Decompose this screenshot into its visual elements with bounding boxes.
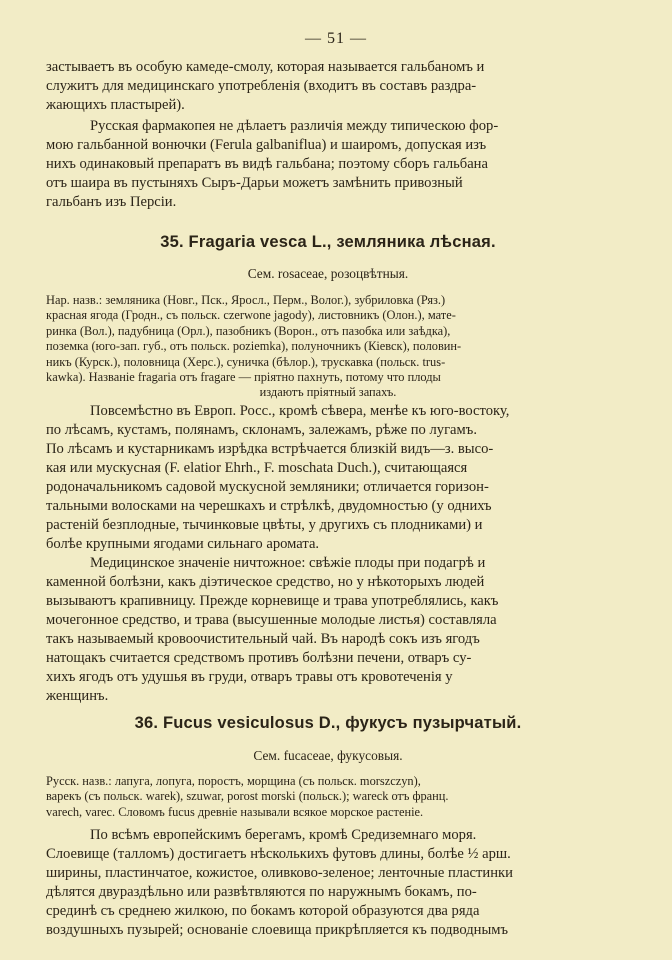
- text-line: издаютъ пріятный запахъ.: [259, 385, 397, 400]
- text-line: срединѣ съ среднею жилкою, по бокамъ которой образуются два ряда: [46, 903, 480, 919]
- text-line: служитъ для медицинскаго употребленія (входитъ въ составъ раздра-: [46, 78, 477, 94]
- text-line: kawka). Названіе fragaria отъ fragare — пріятно пахнуть, потому что плоды: [46, 369, 441, 384]
- text-line: отъ шаира въ пустыняхъ Сыръ-Дарьи можетъ замѣнить привозный: [46, 175, 463, 191]
- intro-paragraph: [46, 58, 610, 115]
- text-line: растеній безплодные, тычинковые цвѣты, у другихъ съ плодниками) и: [46, 517, 483, 533]
- text-line: хихъ ягодъ отъ удушья въ груди, отваръ травы отъ кровотеченія у: [46, 669, 453, 685]
- text-line: по лѣсамъ, кустамъ, полянамъ, склонамъ, залежамъ, рѣже по лугамъ.: [46, 422, 477, 438]
- text-line: натощакъ считается средствомъ противъ болѣзни печени, отваръ су-: [46, 650, 472, 666]
- text-line: Русская фармакопея не дѣлаетъ различія между типическою фор-: [90, 118, 499, 134]
- section-35-family: Сем. rosaceae, розоцвѣтныя.: [247, 266, 409, 281]
- text-line: красная ягода (Гродн., съ польск. czerwone jagody), листовникъ (Олон.), мате-: [46, 308, 456, 323]
- pharmacopoeia-paragraph: [46, 117, 610, 212]
- text-line: Слоевище (талломъ) достигаетъ нѣсколькихъ футовъ длины, болѣе ½ арш.: [46, 846, 511, 862]
- text-line: варекъ (съ польск. warek), szuwar, porost morski (польск.); wareck отъ франц.: [46, 789, 449, 804]
- section-36-heading: 36. Fucus vesiculosus D., фукусъ пузырчатый.: [134, 714, 522, 732]
- section-35-folk-names: [46, 293, 610, 401]
- text-line: По всѣмъ европейскимъ берегамъ, кромѣ Средиземнаго моря.: [90, 827, 477, 843]
- text-line: мочегонное средство, и трава (высушенные молодые листья) составляла: [46, 612, 497, 628]
- text-line: родоначальникомъ садовой мускусной земляники; отличается горизон-: [46, 479, 489, 495]
- text-line: такъ называемый кровоочистительный чай. Въ народѣ сокъ изъ ягодъ: [46, 631, 480, 647]
- section-35-distribution: [46, 402, 610, 554]
- text-line: По лѣсамъ и кустарникамъ изрѣдка встрѣчается близкій видъ—з. высо-: [46, 441, 494, 457]
- text-line: Медицинское значеніе ничтожное: свѣжіе плоды при подагрѣ и: [90, 555, 486, 571]
- text-line: поземка (юго-зап. губ., отъ польск. poziemka), полуночникъ (Кіевск), половин-: [46, 339, 462, 354]
- section-36-family: Сем. fucaceae, фукусовыя.: [253, 748, 403, 763]
- text-line: тальными волосками на черешкахъ и стрѣлкѣ, двудомностью (у однихъ: [46, 498, 492, 514]
- section-35-medical-use: [46, 554, 610, 706]
- section-36-folk-names: [46, 774, 610, 820]
- page-number: — 51 —: [305, 30, 367, 47]
- text-line: воздушныхъ пузырей; основаніе слоевища прикрѣпляется къ подводнымъ: [46, 922, 509, 938]
- text-line: дѣлятся двураздѣльно или развѣтвляются по наружнымъ бокамъ, по-: [46, 884, 477, 900]
- text-line: мою гальбанной вонючки (Ferula galbaniflua) и шаиромъ, допуская изъ: [46, 137, 487, 153]
- text-line: болѣе крупными ягодами сильнаго аромата.: [46, 536, 320, 552]
- text-line: ширины, пластинчатое, кожистое, оливково-зеленое; ленточные пластинки: [46, 865, 513, 881]
- text-line: Русск. назв.: лапуга, лопуга, поростъ, морщина (съ польск. morszczyn),: [46, 774, 421, 788]
- text-line: кая или мускусная (F. elatior Ehrh., F. moschata Duch.), считающаяся: [46, 460, 468, 476]
- text-line: varech, vareс. Словомъ fucus древніе называли всякое морское растеніе.: [46, 804, 424, 819]
- text-line: никъ (Курск.), половница (Херс.), суничка (бѣлор.), трускавка (польск. trus-: [46, 354, 446, 369]
- text-line: жающихъ пластырей).: [46, 97, 185, 113]
- text-line: каменной болѣзни, какъ діэтическое средство, но у нѣкоторыхъ людей: [46, 574, 485, 590]
- text-line: Нар. назв.: земляника (Новг., Пск., Яросл., Перм., Волог.), зубриловка (Ряз.): [46, 293, 446, 307]
- text-line: вызываютъ крапивницу. Прежде корневище и трава употреблялись, какъ: [46, 593, 499, 609]
- section-35-heading: 35. Fragaria vesca L., земляника лѣсная.: [160, 233, 496, 251]
- section-36-description: [46, 826, 610, 940]
- text-line: ринка (Вол.), падубница (Орл.), пазобникъ (Ворон., отъ пазобка или заѣдка),: [46, 323, 451, 338]
- text-line: нихъ одинаковый препаратъ въ видѣ гальбана; поэтому сборъ гальбана: [46, 156, 488, 172]
- text-line: застываетъ въ особую камеде-смолу, которая называется гальбаномъ и: [46, 59, 485, 75]
- text-line: гальбанъ изъ Персіи.: [46, 194, 177, 210]
- text-line: Повсемѣстно въ Европ. Росс., кромѣ сѣвера, менѣе къ юго-востоку,: [90, 403, 510, 419]
- text-line: женщинъ.: [46, 688, 109, 704]
